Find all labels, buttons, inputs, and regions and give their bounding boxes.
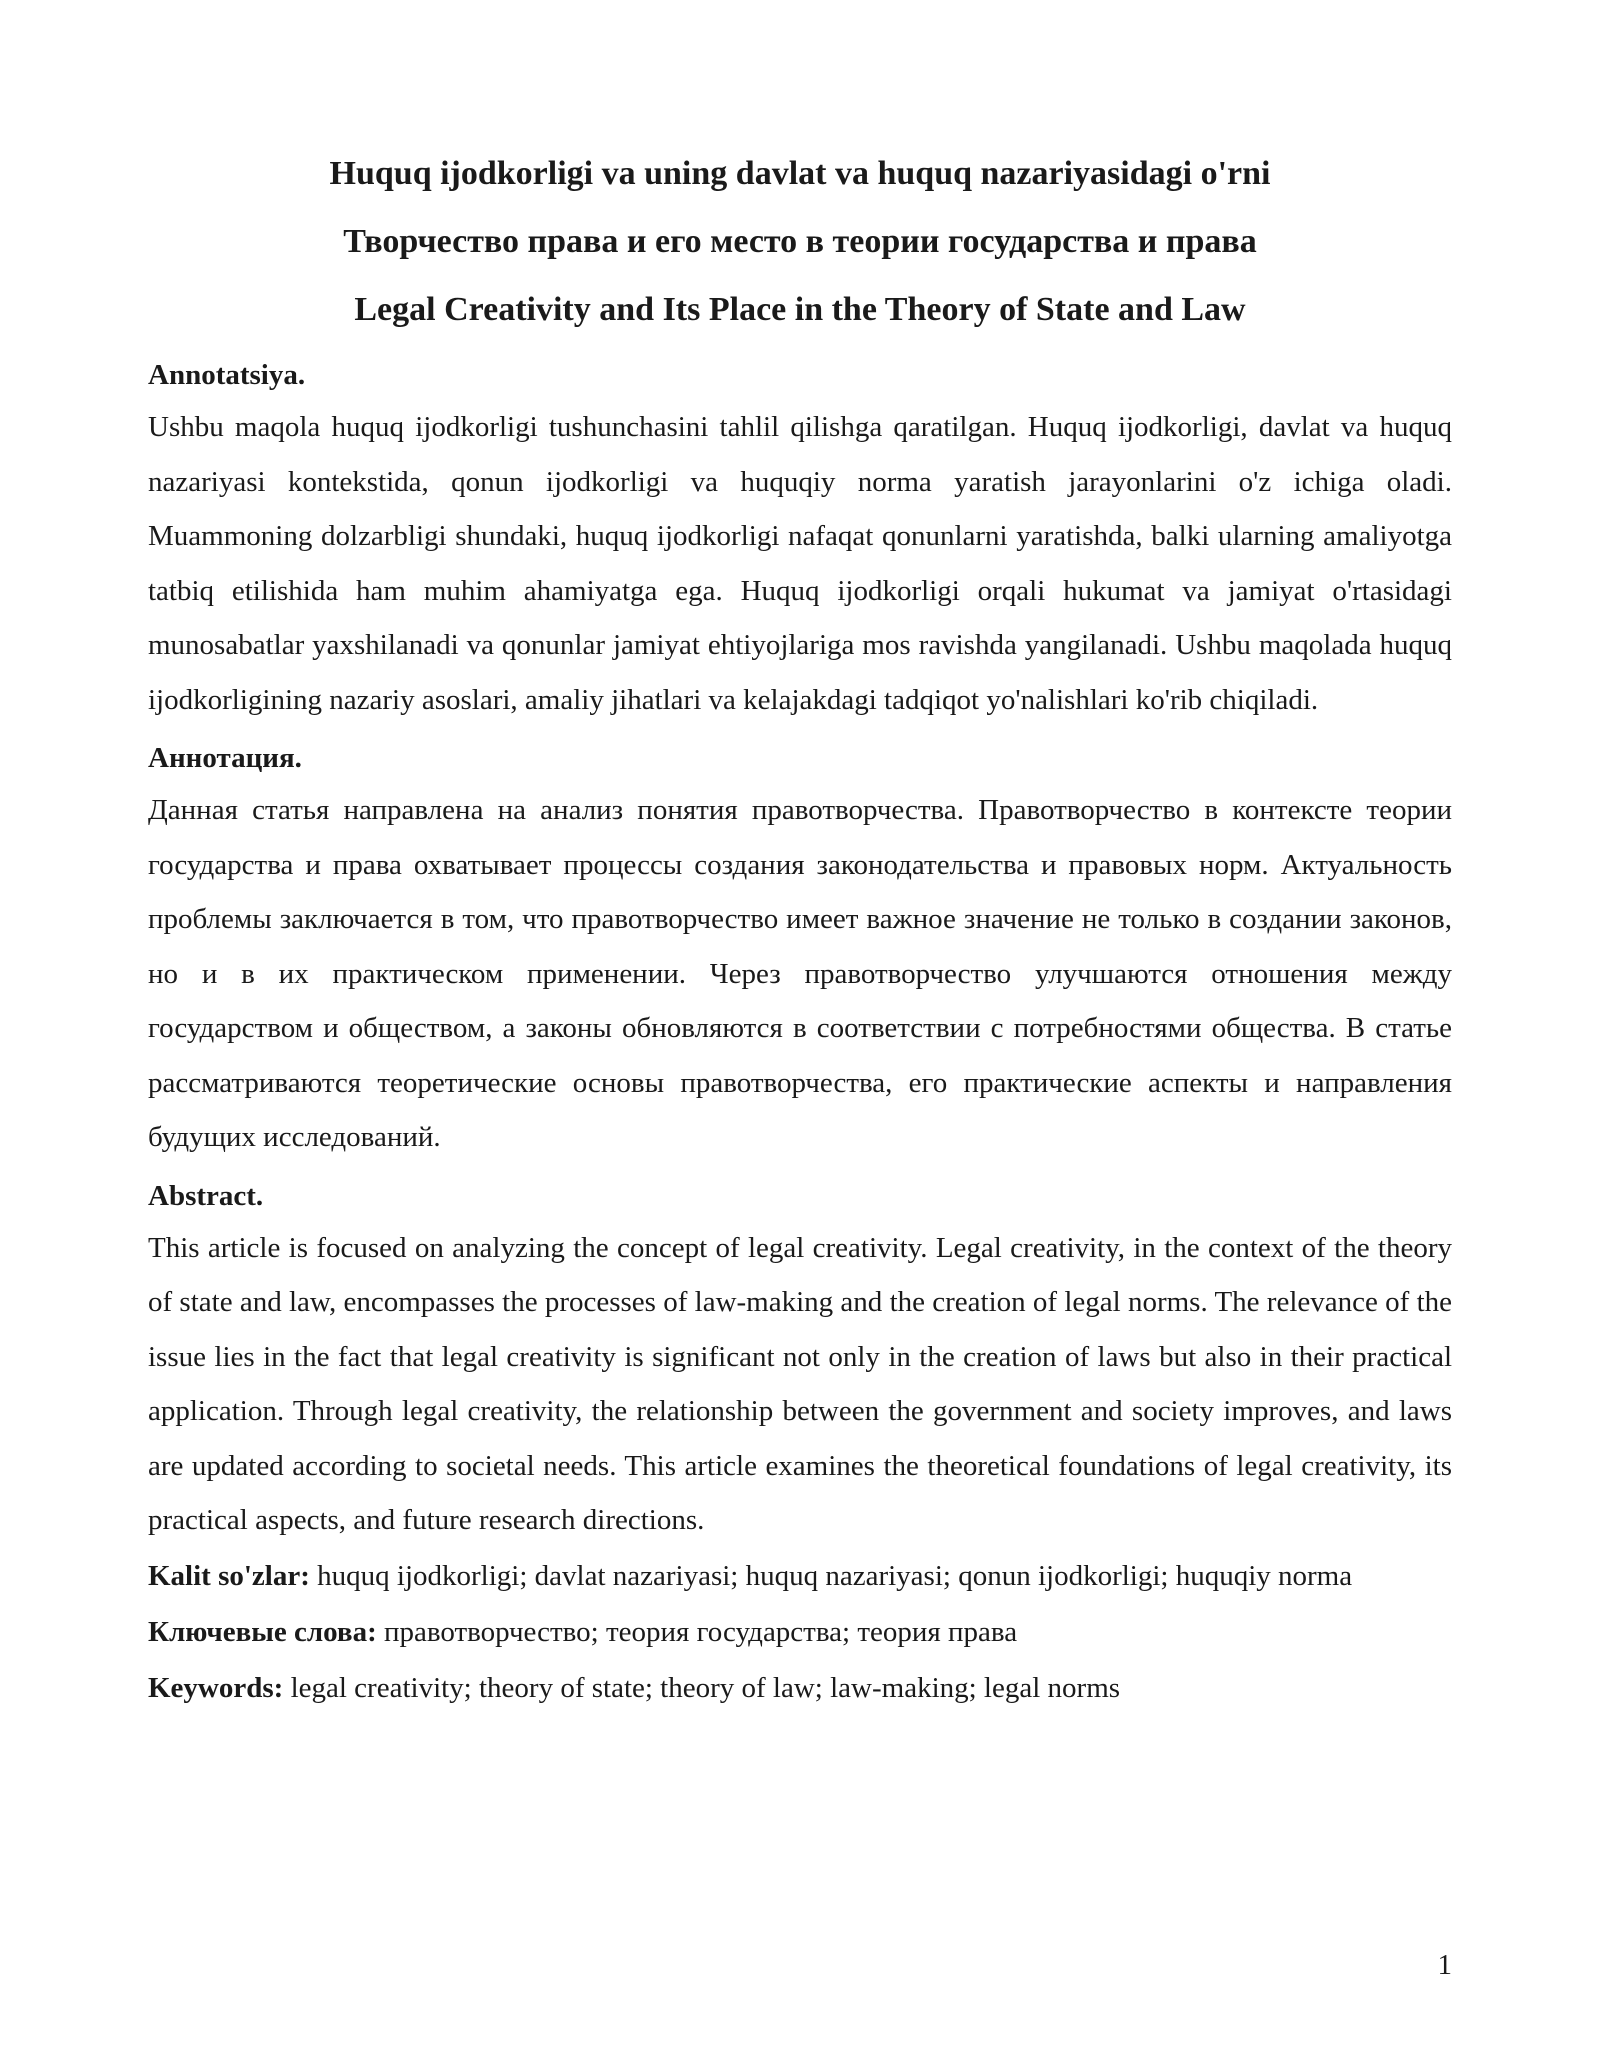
title-english: Legal Creativity and Its Place in the Theory of State and Law	[354, 291, 1246, 328]
keywords-russian-label: Ключевые слова:	[148, 1615, 377, 1648]
abstract-uzbek-text: Ushbu maqola huquq ijodkorligi tushunchasini tahlil qilishga qaratilgan. Huquq ijodkorligi, davlat va huquq nazariyasi kontekstida, qonun ijodkorligi va huquqiy norma yaratish jarayonlarini o'z ichiga oladi. Muammoning dolzarbligi shundaki, huquq ijodkorligi nafaqat qonunlarni yaratishda, balki ularning amaliyotga tatbiq etilishida ham muhim ahamiyatga ega. Huquq ijodkorligi orqali hukumat va jamiyat o'rtasidagi munosabatlar yaxshilanadi va qonunlar jamiyat ehtiyojlariga mos ravishda yangilanadi. Ushbu maqolada huquq ijodkorligining nazariy asoslari, amaliy jihatlari va kelajakdagi tadqiqot yo'nalishlari ko'rib chiqiladi.	[148, 411, 1452, 716]
page-number: 1	[1437, 1949, 1452, 1981]
abstract-uzbek-heading: Annotatsiya.	[148, 359, 306, 391]
keywords-uzbek-text: huquq ijodkorligi; davlat nazariyasi; huquq nazariyasi; qonun ijodkorligi; huquqiy norma	[309, 1559, 1353, 1592]
keywords-english-text: legal creativity; theory of state; theory of law; law-making; legal norms	[283, 1671, 1121, 1704]
abstract-russian-text: Данная статья направлена на анализ понятия правотворчества. Правотворчество в контексте теории государства и права охватывает процессы создания законодательства и правовых норм. Актуальность проблемы заключается в том, что правотворчество имеет важное значение не только в создании законов, но и в их практическом применении. Через правотворчество улучшаются отношения между государством и обществом, а законы обновляются в соответствии с потребностями общества. В статье рассматриваются теоретические основы правотворчества, его практические аспекты и направления будущих исследований.	[148, 794, 1452, 1153]
keywords-block	[148, 1548, 1452, 1716]
keywords-uzbek	[148, 1548, 1452, 1604]
document-page	[148, 140, 1452, 1716]
keywords-english	[148, 1660, 1452, 1716]
abstract-english-text: This article is focused on analyzing the concept of legal creativity. Legal creativity, in the context of the theory of state and law, encompasses the processes of law-making and the creation of legal norms. The relevance of the issue lies in the fact that legal creativity is significant not only in the creation of laws but also in their practical application. Through legal creativity, the relationship between the government and society improves, and laws are updated according to societal needs. This article examines the theoretical foundations of legal creativity, its practical aspects, and future research directions.	[148, 1231, 1452, 1536]
keywords-uzbek-label: Kalit so'zlar:	[148, 1559, 310, 1592]
abstract-russian-heading: Аннотация.	[148, 742, 302, 774]
keywords-english-label: Keywords:	[148, 1671, 284, 1704]
abstract-english-section	[148, 1177, 1452, 1548]
title-russian: Творчество права и его место в теории государства и права	[343, 223, 1257, 260]
abstract-uzbek-section	[148, 356, 1452, 727]
title-uzbek: Huquq ijodkorligi va uning davlat va huquq nazariyasidagi o'rni	[329, 155, 1271, 192]
abstract-english-heading: Abstract.	[148, 1179, 264, 1212]
abstract-russian-section	[148, 739, 1452, 1165]
keywords-russian-text: правотворчество; теория государства; теория права	[376, 1615, 1018, 1648]
keywords-russian	[148, 1604, 1452, 1660]
title-block	[148, 140, 1452, 344]
